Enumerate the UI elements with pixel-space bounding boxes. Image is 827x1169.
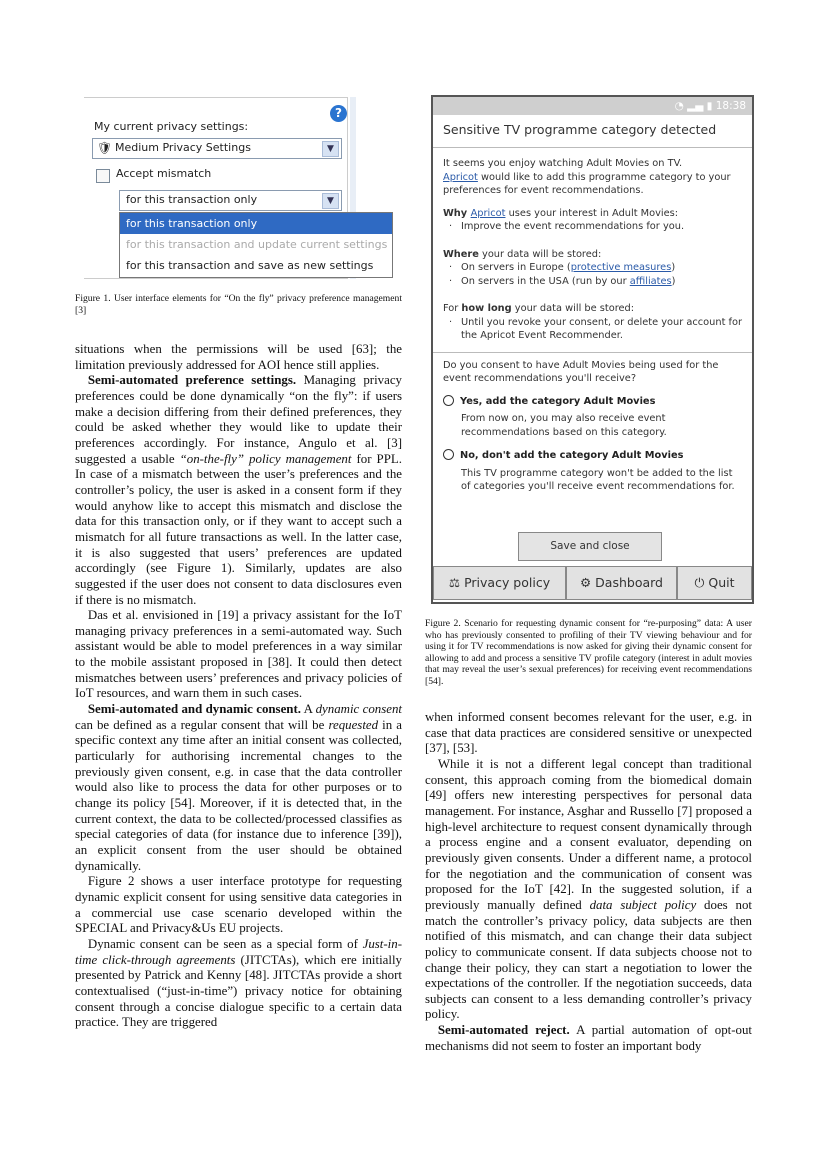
apricot-link[interactable]: Apricot xyxy=(443,171,478,183)
text-run: While it is not a different legal concept than traditional consent, this approach coming from the biomedical domain [49] offers new interesting perspectives for personal data management. For instance, Asghar and Russello [7] proposed a high-level architecture to request consent dynamically through a process engine and a consent evaluator, depending on previously given consents. Under a different name, a protocol for the negotiation and the communication of consent was proposed for the IoT [42]. In the suggested solution, if a previously manually defined xyxy=(425,756,752,912)
figure-1-caption: Figure 1. User interface elements for “On the fly” privacy preference management [3] xyxy=(75,293,402,316)
paragraph xyxy=(425,1023,752,1054)
scope-dropdown xyxy=(119,212,393,278)
no-label: No, don't add the category Adult Movies xyxy=(460,450,684,461)
text-run: dynamic consent xyxy=(315,702,402,717)
bottom-nav xyxy=(433,566,752,600)
where-item xyxy=(443,275,742,289)
status-bar xyxy=(433,97,752,115)
paren: ) xyxy=(671,275,676,287)
intro-text: would like to add this programme category to your preferences for event recommendations. xyxy=(443,171,731,196)
text-run: A xyxy=(300,702,316,717)
status-time: 18:38 xyxy=(715,100,746,112)
privacy-label: Privacy policy xyxy=(464,575,551,590)
paragraph-heading: Semi-automated reject. xyxy=(437,1023,570,1038)
divider xyxy=(433,352,752,353)
save-and-close-button[interactable]: Save and close xyxy=(518,532,662,561)
text-run: data subject policy xyxy=(589,897,697,912)
chevron-down-icon: ▼ xyxy=(322,193,339,209)
text-run: Just-in-time click-through agreements xyxy=(75,936,402,967)
paragraph xyxy=(75,342,402,373)
text-run: A partial automation of opt-out mechanisms did not seem to foster an important body xyxy=(425,1023,752,1053)
settings-label: My current privacy settings: xyxy=(94,120,249,133)
text-run: Das et al. envisioned in [19] a privacy assistant for the IoT managing privacy preferences in a semi-automated way. Such assistant would be able to model preferences in a way similar to the mobile assistant proposed in [38]. It could then detect mismatches between users’ preferences and privacy policies of IoT resources, and warn them in such cases. xyxy=(75,608,402,701)
paragraph xyxy=(425,757,752,1023)
text-run: Figure 2 shows a user interface prototype for requesting dynamic explicit consent for using sensitive data categories in a commercial use case scenario developed within the SPECIAL and Privacy&Us EU projects. xyxy=(75,874,402,936)
dropdown-option: for this transaction and update current settings xyxy=(126,238,388,251)
privacy-setting-select[interactable] xyxy=(92,138,342,159)
left-column-text xyxy=(75,342,402,1031)
why-item: · Improve the event recommendations for you. xyxy=(443,220,742,234)
radio-button[interactable] xyxy=(443,395,454,406)
text-run: requested xyxy=(328,717,379,732)
figure-2 xyxy=(431,95,754,604)
dropdown-option[interactable]: for this transaction only xyxy=(120,213,392,234)
text-run: in a specific context any time after an initial consent was collected, particularly for authorising incremental changes to the previously given consent, e.g. in case that the data controller would also like to process the data for other purposes or to change its policy [54]. Moreover, if it is detected that, in the current context, the data to be collected/processed classifies as special categories of data (for instance due to inference [39]), an explicit consent from the user should be obtained dynamically. xyxy=(75,717,402,873)
paragraph xyxy=(75,608,402,702)
figure-1 xyxy=(82,97,392,282)
text-run: Managing privacy preferences could be done dynamically “on the fly”: if users make a decision differing from their defined preferences, they could be asked whether they would like to update their preferences accordingly. For instance, Angulo et al. [3] suggested a usable xyxy=(75,373,402,466)
accept-mismatch-label: Accept mismatch xyxy=(116,167,212,180)
paragraph-heading: Semi-automated and dynamic consent. xyxy=(87,702,301,717)
yes-label: Yes, add the category Adult Movies xyxy=(460,395,656,407)
privacy-policy-button[interactable] xyxy=(433,566,566,600)
gear-icon: ⚙ xyxy=(579,575,596,590)
scope-select[interactable] xyxy=(119,190,342,211)
figure-2-caption: Figure 2. Scenario for requesting dynamic consent for “re-purposing” data: A user who has previously consented to profiling of their TV viewing behaviour and for using it for TV recommendations is now asked for giving their dynamic consent for allowing to add and process a sensitive TV profile category (interest in adult movies that may reveal the user’s sexual preferences) for receiving event recommendations [54]. xyxy=(425,618,752,687)
how-heading: how long xyxy=(461,303,512,314)
text-run: “on-the-fly” policy management xyxy=(179,451,352,466)
paragraph xyxy=(75,937,402,1031)
dashboard-label: Dashboard xyxy=(595,575,663,590)
scales-icon: ⚖ xyxy=(448,575,465,590)
text-run: can be defined as a regular consent that will be xyxy=(75,717,329,732)
paragraph xyxy=(75,702,402,874)
paragraph xyxy=(75,373,402,608)
text-run: (JITCTAs), which ere initially presented by Patrick and Kenny [48]. JITCTAs provide a short contextualised (“just-in-time”) privacy notice for obtaining consent through a concise dialogue specific to a certain data practice. They are triggered xyxy=(75,952,402,1030)
text-run: Dynamic consent can be seen as a special form of xyxy=(87,936,363,951)
how-item: · Until you revoke your consent, or delete your account for the Apricot Event Recommender. xyxy=(443,316,742,343)
quit-label: Quit xyxy=(708,575,735,590)
how-text: For xyxy=(443,303,462,314)
paragraph-heading: Semi-automated preference settings. xyxy=(87,373,297,388)
how-text: your data will be stored: xyxy=(511,303,635,314)
help-icon[interactable]: ? xyxy=(330,105,347,122)
paragraph xyxy=(75,874,402,937)
no-option[interactable] xyxy=(443,449,742,463)
where-heading: Where xyxy=(443,248,479,260)
why-text: uses your interest in Adult Movies: xyxy=(505,207,679,219)
affiliates-link[interactable]: affiliates xyxy=(629,275,672,287)
paragraph xyxy=(425,710,752,757)
where-item-text: On servers in Europe ( xyxy=(461,262,571,273)
no-description: This TV programme category won't be added to the list of categories you'll receive event recommendations for. xyxy=(461,467,735,492)
paren: ) xyxy=(671,262,676,273)
radio-button[interactable] xyxy=(443,449,454,460)
where-text: your data will be stored: xyxy=(478,248,602,260)
dashboard-button[interactable] xyxy=(566,566,677,600)
selected-setting: Medium Privacy Settings xyxy=(115,141,251,154)
right-column-text xyxy=(425,710,752,1054)
wifi-signal-battery-icons: ◔ ▂▄ ▮ xyxy=(674,100,716,112)
text-run: for PPL. In case of a mismatch between the user’s preferences and the controller’s policy, the user is asked in a consent form if they would anyhow like to accept this mismatch and disclose the data for this transaction only, or if they want to accept such a mismatch for all future transactions as well. In the latter case, it is also suggested that users’ preferences are updated accordingly (see Figure 1). Similarly, updates are also suggested if the user does not consent to data disclosures even if there is no mismatch. xyxy=(75,451,402,607)
yes-description: From now on, you may also receive event recommendations based on this category. xyxy=(461,413,667,438)
dialog-title: Sensitive TV programme category detected xyxy=(433,115,752,148)
accept-mismatch-checkbox[interactable] xyxy=(96,169,110,183)
dropdown-option[interactable]: for this transaction and save as new settings xyxy=(126,259,374,272)
privacy-level-icon: 🛡 xyxy=(97,141,113,155)
intro-text: It seems you enjoy watching Adult Movies on TV. xyxy=(443,158,683,169)
apricot-link[interactable]: Apricot xyxy=(470,207,506,219)
power-icon: ⏻ xyxy=(694,575,709,590)
consent-question: Do you consent to have Adult Movies being used for the event recommendations you'll receive? xyxy=(443,359,719,384)
where-item-text: On servers in the USA (run by our xyxy=(461,275,630,287)
text-run: situations when the permissions will be used [63]; the limitation previously addressed for AOI hence still applies. xyxy=(75,342,402,372)
scope-value: for this transaction only xyxy=(126,193,258,206)
yes-option[interactable] xyxy=(443,395,742,409)
why-heading: Why xyxy=(443,207,471,219)
where-item xyxy=(443,261,742,275)
text-run: when informed consent becomes relevant for the user, e.g. in case that data practices are considered sensitive or unexpected [37], [53]. xyxy=(425,710,752,756)
text-run: does not match the controller’s privacy policy, data subjects are then notified of this mismatch, and can change their data subject policy to communicate consent. If data subjects choose not to change their policy, they can start a negotiation to lower the expectations of the controller. If the negotiation succeeds, data subjects can consent to a less demanding controller’s privacy policy. xyxy=(425,897,752,1022)
quit-button[interactable] xyxy=(677,566,752,600)
chevron-down-icon: ▼ xyxy=(322,141,339,157)
protective-measures-link[interactable]: protective measures xyxy=(570,262,672,273)
dialog-body xyxy=(433,148,752,494)
